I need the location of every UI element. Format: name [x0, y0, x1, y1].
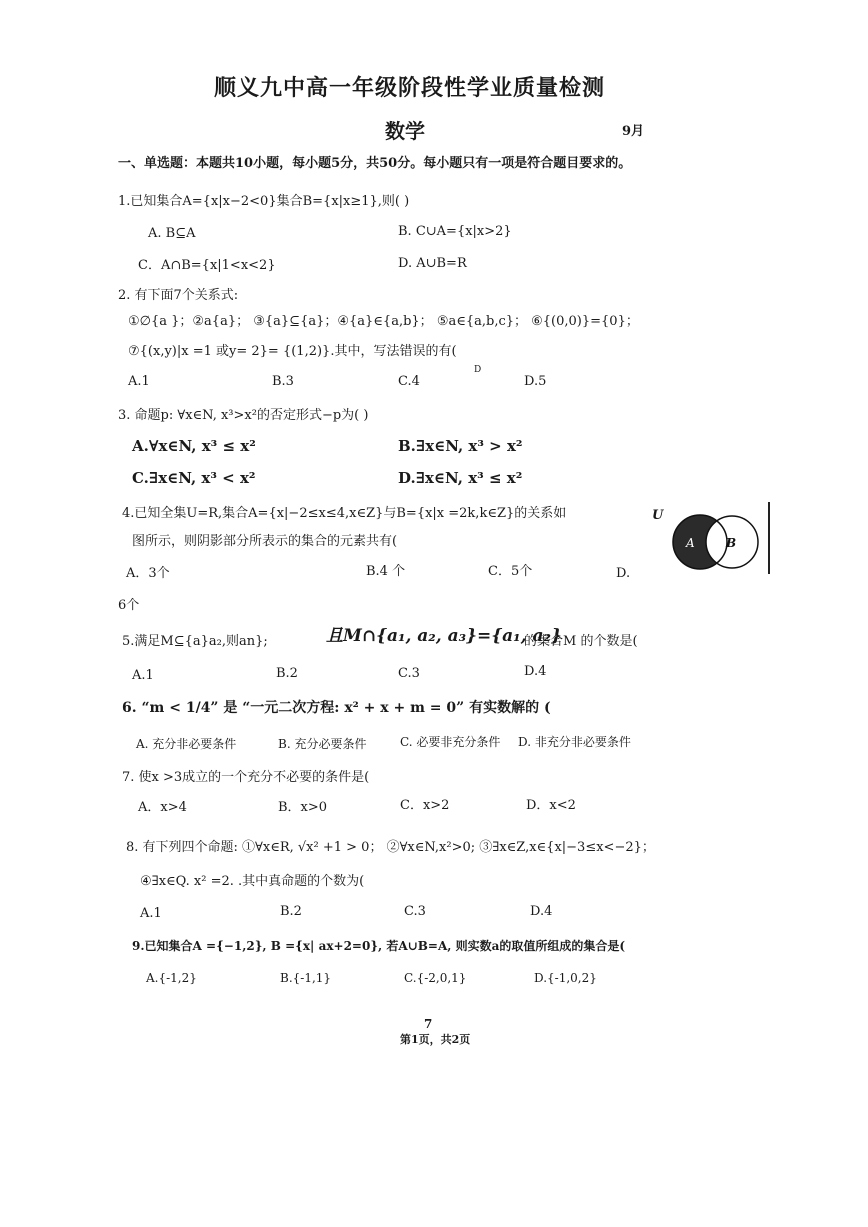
- question-stem: 3. 命题p: ∀x∈N, x³>x²的否定形式−p为( ): [118, 408, 369, 423]
- option-d: D.{-1,0,2}: [534, 971, 597, 985]
- question-line: ⑦{(x,y)|x =1 或y= 2}= {(1,2)}.其中，写法错误的有(: [128, 344, 457, 359]
- option-a: A．x>4: [138, 800, 187, 815]
- option-d-continued: 6个: [118, 598, 140, 613]
- page-title: 顺义九中高一年级阶段性学业质量检测: [214, 75, 606, 101]
- option-d: D.∃x∈N, x³ ≤ x²: [398, 469, 523, 487]
- set-a-label: A: [686, 536, 695, 550]
- option-c: C.4: [398, 374, 420, 389]
- option-b: B.2: [276, 666, 298, 681]
- page-number: 第1页，共2页: [400, 1033, 471, 1046]
- option-b: B.4 个: [366, 564, 406, 579]
- option-c: C．x>2: [400, 798, 450, 813]
- option-a: A．3个: [126, 566, 170, 581]
- option-c: C.3: [404, 904, 426, 919]
- option-c: C. 必要非充分条件: [400, 735, 501, 749]
- option-d: D. A∪B=R: [398, 256, 467, 271]
- margin-line: [768, 502, 770, 574]
- question-line: ①∅{a }；②a{a}； ③{a}⊆{a}；④{a}∈{a,b}； ⑤a∈{a,b,c}； ⑥{(0,0)}={0}；: [128, 314, 639, 329]
- question-stem: 5.满足M⊆{a}a₂,则an};: [122, 634, 268, 649]
- question-stem: 4.已知全集U=R,集合A={x|−2≤x≤4,x∈Z}与B={x|x =2k,k∈Z}的关系如: [122, 506, 567, 521]
- option-a: A. 充分非必要条件: [136, 737, 237, 751]
- question-stem: 9.已知集合A ={−1,2}, B ={x| ax+2=0}, 若A∪B=A, 则实数a的取值所组成的集合是(: [132, 939, 626, 953]
- option-d: D．x<2: [526, 798, 576, 813]
- section-heading: 一、单选题：本题共10小题，每小题5分，共50分。每小题只有一项是符合题目要求的。: [118, 156, 632, 171]
- question-stem: 7. 使x >3成立的一个充分不必要的条件是(: [122, 770, 370, 785]
- option-b: B.3: [272, 374, 294, 389]
- question-line: ④∃x∈Q. x² =2. .其中真命题的个数为(: [140, 874, 365, 889]
- option-c: C.{-2,0,1}: [404, 971, 467, 985]
- option-b: B. 充分必要条件: [278, 737, 367, 751]
- option-a: A.∀x∈N, x³ ≤ x²: [132, 437, 256, 455]
- question-stem: 2. 有下面7个关系式:: [118, 288, 239, 303]
- question-stem-end: 的集合M 的个数是(: [524, 634, 638, 649]
- option-c: C．A∩B={x|1<x<2}: [138, 258, 276, 273]
- page-mark: 7: [424, 1017, 433, 1031]
- question-line: 图所示，则阴影部分所表示的集合的元素共有(: [132, 534, 398, 549]
- exam-month: 9月: [622, 124, 645, 139]
- option-b: B.{-1,1}: [280, 971, 332, 985]
- option-d: D.4: [530, 904, 553, 919]
- option-b: B.∃x∈N, x³ > x²: [398, 437, 523, 455]
- option-c: C．5个: [488, 564, 533, 579]
- universal-set-label: U: [652, 508, 664, 523]
- option-a: A.1: [132, 668, 154, 683]
- option-a: A.1: [128, 374, 150, 389]
- option-d: D. 非充分非必要条件: [518, 735, 631, 749]
- set-b-label: B: [726, 536, 737, 550]
- option-d: D.5: [524, 374, 547, 389]
- option-a: A.1: [140, 906, 162, 921]
- option-d: D.: [616, 566, 631, 581]
- option-c: C.3: [398, 666, 420, 681]
- option-b: B. C∪A={x|x>2}: [398, 224, 512, 239]
- option-c: C.∃x∈N, x³ < x²: [132, 469, 256, 487]
- option-b: B.2: [280, 904, 302, 919]
- option-a: A.{-1,2}: [146, 971, 197, 985]
- venn-diagram: [658, 505, 768, 575]
- subject-title: 数学: [385, 119, 425, 143]
- question-stem: 8. 有下列四个命题: ①∀x∈R, √x² +1 > 0； ②∀x∈N,x²>0; ③∃x∈Z,x∈{x|−3≤x<−2}；: [126, 840, 655, 855]
- option-a: A. B⊆A: [148, 226, 196, 241]
- question-stem: 1.已知集合A={x|x−2<0}集合B={x|x≥1},则( ): [118, 194, 410, 209]
- question-formula: 且M∩{a₁, a₂, a₃}={a₁, a₂}: [326, 626, 562, 646]
- question-stem: 6. “m < 1/4” 是 “一元二次方程: x² + x + m = 0” 有实数解的 (: [122, 700, 551, 716]
- option-d: D.4: [524, 664, 547, 679]
- option-b: B．x>0: [278, 800, 328, 815]
- stray-mark: D: [474, 365, 482, 375]
